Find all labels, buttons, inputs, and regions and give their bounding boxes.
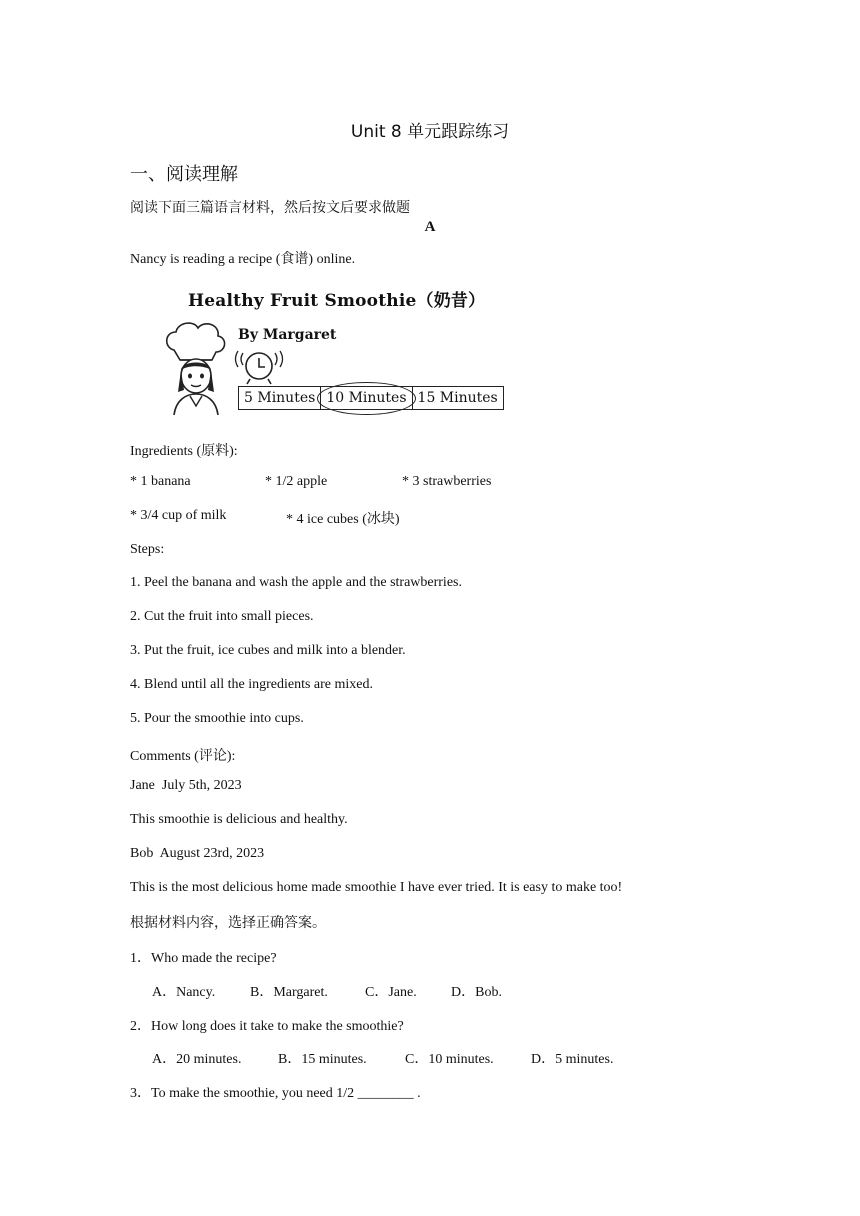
ingredients-heading: Ingredients (原料): xyxy=(130,444,238,459)
recipe-card xyxy=(160,280,510,420)
answer-option: B．15 minutes. xyxy=(278,1052,367,1067)
ingredient-item: * 3/4 cup of milk xyxy=(130,508,227,523)
alarm-clock-icon xyxy=(234,343,284,385)
question-stem: 1．Who made the recipe? xyxy=(130,951,277,966)
part-label: A xyxy=(424,219,436,235)
question-stem: 3．To make the smoothie, you need 1/2 ________ . xyxy=(130,1086,421,1101)
page-title: Unit 8 单元跟踪练习 xyxy=(350,122,510,142)
intro-text: Nancy is reading a recipe (食谱) online. xyxy=(130,252,356,267)
answer-option: B．Margaret. xyxy=(250,985,328,1000)
time-option-5: 5 Minutes xyxy=(239,387,321,409)
step-item: 4. Blend until all the ingredients are mixed. xyxy=(130,677,373,692)
comment-text: This smoothie is delicious and healthy. xyxy=(130,812,348,827)
step-item: 5. Pour the smoothie into cups. xyxy=(130,711,304,726)
step-item: 3. Put the fruit, ice cubes and milk into a blender. xyxy=(130,643,406,658)
answer-option: D．5 minutes. xyxy=(531,1052,614,1067)
recipe-title: Healthy Fruit Smoothie（奶昔） xyxy=(188,291,486,311)
comment-author-date: Jane July 5th, 2023 xyxy=(130,778,242,793)
ingredient-item: * 1 banana xyxy=(130,474,191,489)
step-item: 1. Peel the banana and wash the apple and the strawberries. xyxy=(130,575,462,590)
prep-time-options xyxy=(238,386,504,410)
recipe-author: By Margaret xyxy=(238,327,337,343)
answer-option: A．20 minutes. xyxy=(152,1052,242,1067)
step-item: 2. Cut the fruit into small pieces. xyxy=(130,609,314,624)
time-option-10-selected: 10 Minutes xyxy=(321,387,412,409)
answer-option: D．Bob. xyxy=(451,985,502,1000)
ingredient-item: * 3 strawberries xyxy=(402,474,492,489)
answer-option: A．Nancy. xyxy=(152,985,216,1000)
ingredient-item: * 1/2 apple xyxy=(265,474,328,489)
chef-icon xyxy=(160,320,230,415)
questions-instruction: 根据材料内容，选择正确答案。 xyxy=(130,916,326,931)
steps-heading: Steps: xyxy=(130,542,165,557)
ingredient-item: * 4 ice cubes (冰块) xyxy=(286,512,400,527)
comment-text: This is the most delicious home made smoothie I have ever tried. It is easy to make too! xyxy=(130,880,623,895)
answer-option: C．10 minutes. xyxy=(405,1052,494,1067)
time-option-15: 15 Minutes xyxy=(417,390,498,406)
comment-author-date: Bob August 23rd, 2023 xyxy=(130,846,265,861)
section-heading: 一、阅读理解 xyxy=(130,164,238,185)
answer-option: C．Jane. xyxy=(365,985,417,1000)
question-stem: 2．How long does it take to make the smoothie? xyxy=(130,1019,404,1034)
comments-heading: Comments (评论): xyxy=(130,749,236,764)
instruction: 阅读下面三篇语言材料，然后按文后要求做题 xyxy=(130,201,410,216)
